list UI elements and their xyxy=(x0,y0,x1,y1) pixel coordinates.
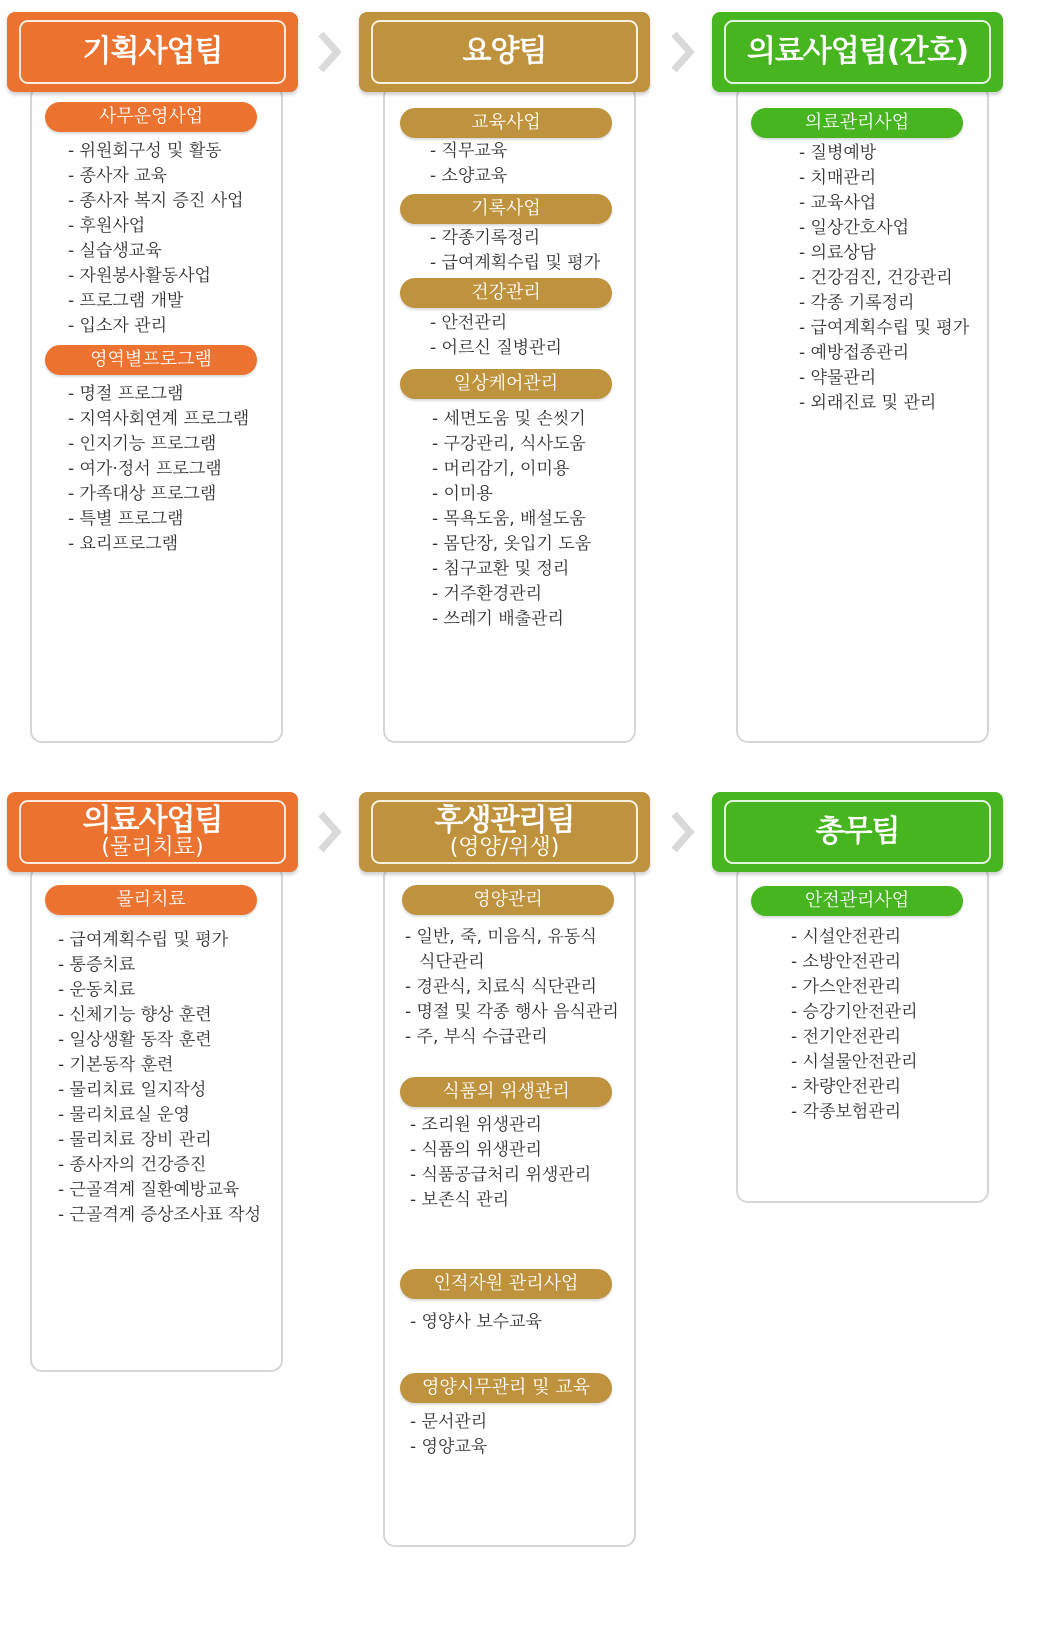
list-item: - 어르신 질병관리 xyxy=(430,338,562,358)
team-header-frame xyxy=(19,800,286,864)
team-header-care xyxy=(359,12,650,92)
team-subtitle: (물리치료) xyxy=(101,835,204,861)
list-item: - 실습생교육 xyxy=(68,241,162,261)
list-item: - 가족대상 프로그램 xyxy=(68,484,217,504)
team-header-frame xyxy=(371,800,638,864)
section-list xyxy=(405,925,619,1050)
team-header-frame xyxy=(724,20,991,84)
section-list xyxy=(410,1410,487,1460)
list-item: - 시설안전관리 xyxy=(791,927,902,947)
list-item: - 침구교환 및 정리 xyxy=(432,559,570,579)
section-list xyxy=(58,928,261,1228)
chevron-right-icon xyxy=(315,810,343,854)
list-item: - 운동치료 xyxy=(58,980,136,1000)
list-item: - 주, 부식 수급관리 xyxy=(405,1027,548,1047)
list-item: - 물리치료실 운영 xyxy=(58,1105,190,1125)
section-list xyxy=(430,226,600,276)
team-header-frame xyxy=(371,20,638,84)
list-item: - 구강관리, 식사도움 xyxy=(432,434,586,454)
section-pill: 건강관리 xyxy=(400,278,612,308)
list-item: - 가스안전관리 xyxy=(791,977,902,997)
list-item: - 차량안전관리 xyxy=(791,1077,902,1097)
list-item: - 거주환경관리 xyxy=(432,584,543,604)
list-item: - 식품공급처리 위생관리 xyxy=(410,1165,592,1185)
list-item: - 외래진료 및 관리 xyxy=(799,393,937,413)
list-item: - 물리치료 장비 관리 xyxy=(58,1130,212,1150)
list-item: - 각종 기록정리 xyxy=(799,293,915,313)
section-pill: 교육사업 xyxy=(400,108,612,138)
list-item: - 시설물안전관리 xyxy=(791,1052,918,1072)
list-item: - 몸단장, 옷입기 도움 xyxy=(432,534,592,554)
team-header-medical-nursing xyxy=(712,12,1003,92)
section-list xyxy=(791,925,918,1125)
list-item: - 영양사 보수교육 xyxy=(410,1312,542,1332)
list-item: - 세면도움 및 손씻기 xyxy=(432,409,586,429)
team-header-planning xyxy=(7,12,298,92)
list-item-continuation: 식단관리 xyxy=(419,952,485,972)
list-item: - 질병예방 xyxy=(799,143,877,163)
list-item: - 지역사회연계 프로그램 xyxy=(68,409,250,429)
section-list xyxy=(68,382,249,557)
list-item: - 인지기능 프로그램 xyxy=(68,434,217,454)
list-item: - 급여계획수립 및 평가 xyxy=(430,253,601,273)
list-item: - 입소자 관리 xyxy=(68,316,168,336)
list-item: - 여가·정서 프로그램 xyxy=(68,459,222,479)
list-item: - 예방접종관리 xyxy=(799,343,910,363)
list-item: - 특별 프로그램 xyxy=(68,509,184,529)
team-header-welfare xyxy=(359,792,650,872)
team-header-general-affairs xyxy=(712,792,1003,872)
list-item: - 요리프로그램 xyxy=(68,534,179,554)
list-item: - 쓰레기 배출관리 xyxy=(432,609,564,629)
list-item: - 영양교육 xyxy=(410,1437,488,1457)
list-item: - 일상간호사업 xyxy=(799,218,910,238)
list-item: - 급여계획수립 및 평가 xyxy=(58,930,229,950)
section-pill: 기록사업 xyxy=(400,194,612,224)
chevron-right-icon xyxy=(668,30,696,74)
section-pill: 식품의 위생관리 xyxy=(400,1077,612,1107)
list-item: - 각종보험관리 xyxy=(791,1102,902,1122)
team-title: 후생관리팀 xyxy=(434,802,575,838)
list-item: - 경관식, 치료식 식단관리 xyxy=(405,977,597,997)
list-item: - 통증치료 xyxy=(58,955,136,975)
section-list xyxy=(432,407,591,632)
team-header-frame xyxy=(19,20,286,84)
section-list xyxy=(68,139,244,339)
team-title: 총무팀 xyxy=(815,814,900,850)
section-pill: 의료관리사업 xyxy=(751,108,963,138)
list-item: - 신체기능 향상 훈련 xyxy=(58,1005,212,1025)
list-item: - 머리감기, 이미용 xyxy=(432,459,570,479)
section-list xyxy=(430,311,562,361)
list-item: - 종사자 교육 xyxy=(68,166,168,186)
list-item: - 근골격계 질환예방교육 xyxy=(58,1180,240,1200)
list-item: - 조리원 위생관리 xyxy=(410,1115,542,1135)
list-item: - 건강검진, 건강관리 xyxy=(799,268,953,288)
list-item: - 승강기안전관리 xyxy=(791,1002,918,1022)
list-item: - 급여계획수립 및 평가 xyxy=(799,318,970,338)
section-pill: 일상케어관리 xyxy=(400,369,612,399)
section-list xyxy=(430,139,507,189)
list-item: - 교육사업 xyxy=(799,193,877,213)
list-item: - 각종기록정리 xyxy=(430,228,541,248)
team-title: 기획사업팀 xyxy=(82,34,223,70)
list-item: - 종사자 복지 증진 사업 xyxy=(68,191,244,211)
list-item: - 명절 프로그램 xyxy=(68,384,184,404)
list-item: - 문서관리 xyxy=(410,1412,488,1432)
list-item: - 의료상담 xyxy=(799,243,877,263)
section-pill: 영역별프로그램 xyxy=(45,345,257,375)
section-pill: 사무운영사업 xyxy=(45,102,257,132)
list-item: - 명절 및 각종 행사 음식관리 xyxy=(405,1002,619,1022)
list-item: - 식품의 위생관리 xyxy=(410,1140,542,1160)
list-item: - 치매관리 xyxy=(799,168,877,188)
team-header-medical-physical xyxy=(7,792,298,872)
list-item: - 자원봉사활동사업 xyxy=(68,266,211,286)
list-item: - 위원회구성 및 활동 xyxy=(68,141,222,161)
list-item: - 안전관리 xyxy=(430,313,508,333)
list-item: - 보존식 관리 xyxy=(410,1190,510,1210)
list-item: - 물리치료 일지작성 xyxy=(58,1080,207,1100)
list-item: - 일상생활 동작 훈련 xyxy=(58,1030,212,1050)
section-list xyxy=(410,1310,542,1335)
list-item: - 기본동작 훈련 xyxy=(58,1055,174,1075)
list-item: - 근골격계 증상조사표 작성 xyxy=(58,1205,261,1225)
team-title: 의료사업팀(간호) xyxy=(746,34,969,70)
list-item: - 목욕도움, 배설도움 xyxy=(432,509,586,529)
team-title: 요양팀 xyxy=(462,34,547,70)
section-pill: 영양관리 xyxy=(402,885,614,915)
list-item: - 직무교육 xyxy=(430,141,508,161)
list-item: - 전기안전관리 xyxy=(791,1027,902,1047)
section-pill: 인적자원 관리사업 xyxy=(400,1269,612,1299)
list-item: - 일반, 죽, 미음식, 유동식 xyxy=(405,927,597,947)
team-title: 의료사업팀 xyxy=(82,802,223,838)
team-header-frame xyxy=(724,800,991,864)
list-item: - 이미용 xyxy=(432,484,493,504)
section-pill: 물리치료 xyxy=(45,885,257,915)
list-item: - 소방안전관리 xyxy=(791,952,902,972)
chevron-right-icon xyxy=(315,30,343,74)
chevron-right-icon xyxy=(668,810,696,854)
section-pill: 영양시무관리 및 교육 xyxy=(400,1373,612,1403)
section-list xyxy=(799,141,969,416)
section-list xyxy=(410,1113,591,1213)
list-item: - 소양교육 xyxy=(430,166,508,186)
list-item: - 종사자의 건강증진 xyxy=(58,1155,207,1175)
section-pill: 안전관리사업 xyxy=(751,886,963,916)
list-item: - 약물관리 xyxy=(799,368,877,388)
list-item: - 프로그램 개발 xyxy=(68,291,184,311)
list-item: - 후원사업 xyxy=(68,216,146,236)
team-subtitle: (영양/위생) xyxy=(449,835,560,861)
